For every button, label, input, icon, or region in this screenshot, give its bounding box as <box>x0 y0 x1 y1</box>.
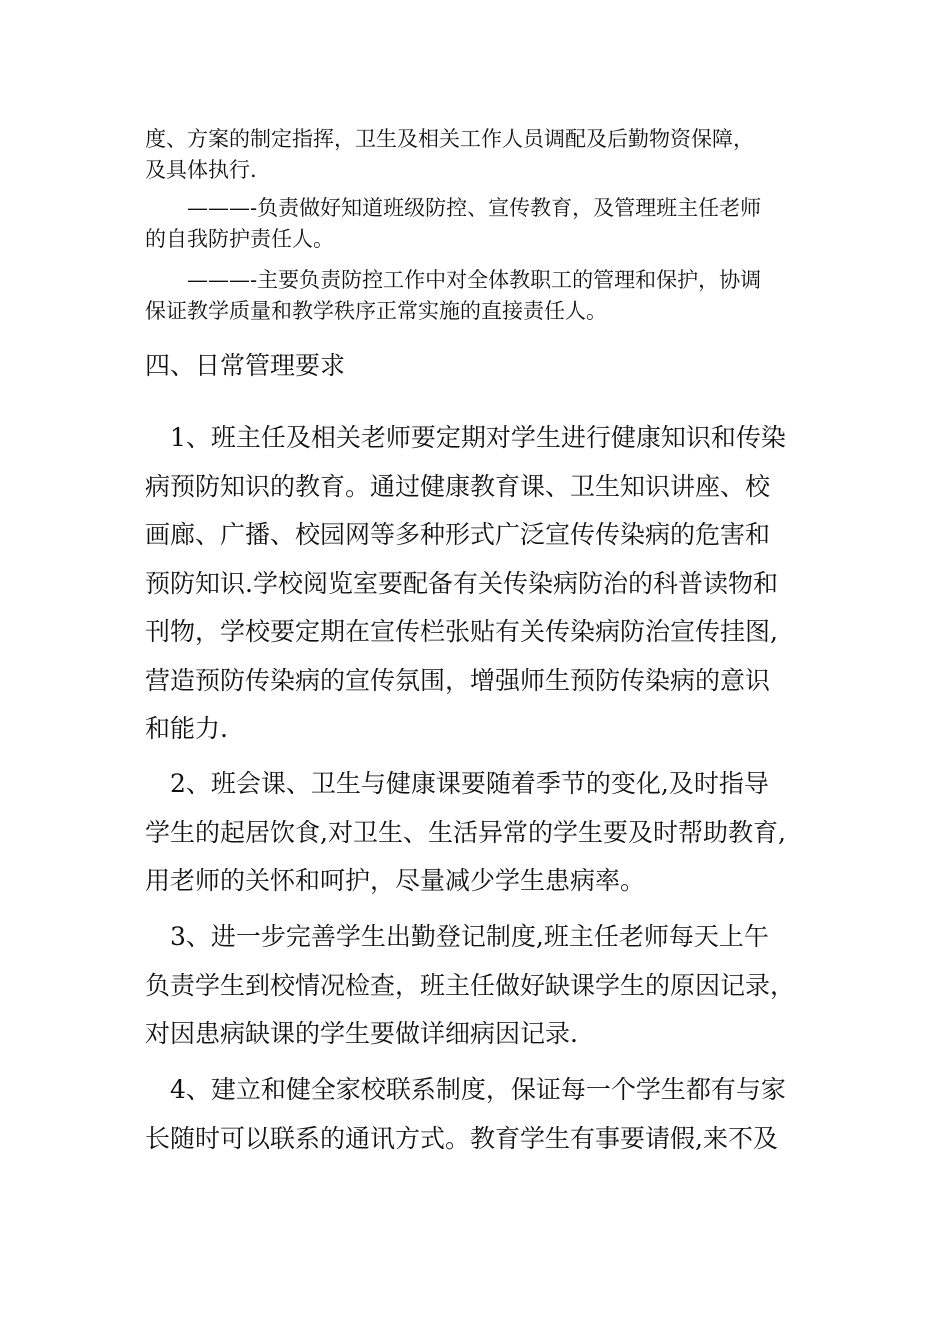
text-line: 预防知识.学校阅览室要配备有关传染病防治的科普读物和 <box>145 568 778 598</box>
text-line: 营造预防传染病的宣传氛围，增强师生预防传染病的意识 <box>145 665 771 695</box>
text-line: 4、建立和健全家校联系制度，保证每一个学生都有与家 <box>145 1075 786 1104</box>
text-line: 画廊、广播、校园网等多种形式广泛宣传传染病的危害和 <box>145 520 771 549</box>
intro-paragraph-1 <box>145 124 805 186</box>
text-line: ———-负责做好知道班级防控、宣传教育，及管理班主任老师 <box>145 196 762 220</box>
text-line: 病预防知识的教育。通过健康教育课、卫生知识讲座、校 <box>145 471 771 501</box>
text-line: 保证教学质量和教学秩序正常实施的直接责任人。 <box>145 299 607 323</box>
text-line: 学生的起居饮食,对卫生、生活异常的学生要及时帮助教育, <box>145 817 786 847</box>
text-line: ———-主要负责防控工作中对全体教职工的管理和保护，协调 <box>145 268 762 292</box>
item-2 <box>145 760 805 906</box>
item-4 <box>145 1066 805 1163</box>
intro-paragraph-3 <box>145 265 805 327</box>
text-line: 长随时可以联系的通讯方式。教育学生有事要请假,来不及 <box>145 1123 778 1153</box>
text-line: 2、班会课、卫生与健康课要随着季节的变化,及时指导 <box>145 769 769 798</box>
text-line: 3、进一步完善学生出勤登记制度,班主任老师每天上午 <box>145 922 769 951</box>
intro-paragraph-2 <box>145 193 805 255</box>
text-line: 1、班主任及相关老师要定期对学生进行健康知识和传染 <box>145 423 786 452</box>
text-line: 度、方案的制定指挥，卫生及相关工作人员调配及后勤物资保障， <box>145 127 754 151</box>
text-line: 对因患病缺课的学生要做详细病因记录. <box>145 1019 578 1048</box>
text-line: 用老师的关怀和呵护，尽量减少学生患病率。 <box>145 866 646 895</box>
text-line: 的自我防护责任人。 <box>145 227 334 251</box>
text-line: 负责学生到校情况检查，班主任做好缺课学生的原因记录， <box>145 970 796 1000</box>
text-line: 刊物，学校要定期在宣传栏张贴有关传染病防治宣传挂图, <box>145 617 778 646</box>
section-heading: 四、日常管理要求 <box>145 351 346 380</box>
item-3 <box>145 913 805 1059</box>
item-1 <box>145 414 805 754</box>
text-line: 和能力. <box>145 714 228 743</box>
text-line: 及具体执行. <box>145 158 257 182</box>
